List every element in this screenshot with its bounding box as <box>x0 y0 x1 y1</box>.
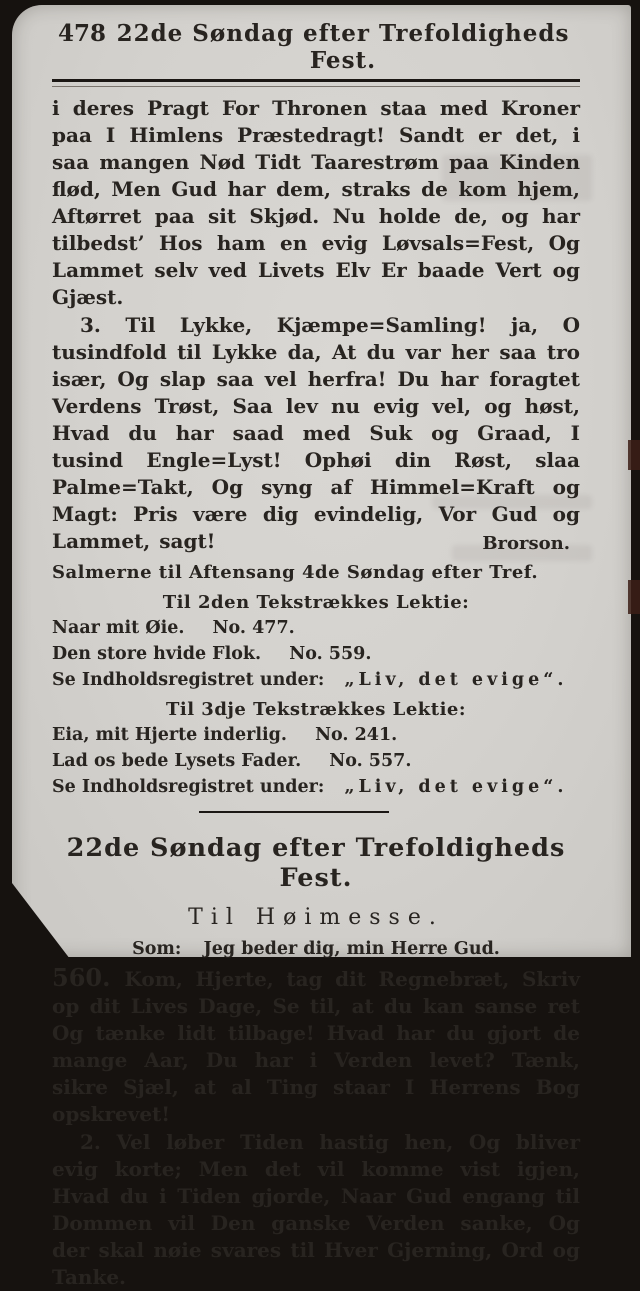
scan-edge-artifact <box>628 440 640 470</box>
tune-label: Som: <box>132 939 182 959</box>
lektie3-heading: Til 3dje Tekstrækkes Lektie: <box>165 699 467 720</box>
page-number: 478 <box>58 20 107 47</box>
scan-edge-artifact <box>628 580 640 614</box>
running-title: 22de Søndag efter Trefoldigheds Fest. <box>116 20 570 74</box>
lektie3-register-line <box>52 777 580 797</box>
section-title: 22de Søndag efter Trefoldigheds Fest. <box>66 833 566 893</box>
page-header <box>52 14 580 74</box>
lektie3-item-2 <box>52 751 580 772</box>
register-label: Se Indholdsregistret under: <box>52 670 325 690</box>
lektie2-register-line <box>52 670 580 690</box>
register-quote: „Liv, det evige“. <box>344 670 568 690</box>
service-subtitle: Til Høimesse. <box>188 905 444 930</box>
tune-line <box>52 939 580 959</box>
item-number: No. 559. <box>289 644 372 664</box>
hymn-paragraph-continuation: i deres Pragt For Thronen staa med Kroner paa I Himlens Præstedragt! Sandt er det, i saa mangen Nød Tidt Taarestrøm paa Kinden flød, Men Gud har dem, straks de kom hjem, Aftørret paa sit Skjød. Nu holde de, og har tilbedst’ Hos ham en evig Løvsals=Fest, Og Lammet selv ved Livets Elv Er baade Vert og Gjæst. <box>52 96 580 309</box>
header-rule <box>52 79 580 87</box>
item-title: Lad os bede Lysets Fader. <box>52 751 302 771</box>
register-label: Se Indholdsregistret under: <box>52 777 325 797</box>
item-number: No. 557. <box>329 751 412 771</box>
hymn-verse-3: 3. Til Lykke, Kjæmpe=Samling! ja, O tusindfold til Lykke da, At du var her saa tro især, Og slap saa vel herfra! Du har foragtet Verdens Trøst, Saa lev nu evig vel, og høst, Hvad du har saad med Suk og Graad, I tusind Engle=Lyst! Ophøi din Røst, slaa Palme=Takt, Og syng af Himmel=Kraft og Magt: Pris være dig evindelig, Vor Gud og Lammet, sagt! <box>52 313 580 553</box>
hymn-560-verse-2: 2. Vel løber Tiden hastig hen, Og bliver evig korte; Men det vil komme vist igjen, Hvad du i Tiden gjorde, Naar Gud engang til Dommen vil Den ganske Verden sanke, Og der skal nøie svares til Hver Gjerning, Ord og Tanke. <box>52 1130 580 1289</box>
verse-text: Kom, Hjerte, tag dit Regnebræt, Skriv op dit Lives Dage, Se til, at du kan sanse ret Og tænke lidt tilbage! Hvad har du gjort de mange Aar, Du har i Verden levet? Tænk, sikre Sjæl, at al Ting staar I Herrens Bog opskrevet! <box>52 967 580 1126</box>
lektie2-item-1 <box>52 618 580 639</box>
hymn-560-verse-1 <box>52 964 580 1128</box>
text-column <box>52 14 580 1291</box>
item-number: No. 241. <box>315 725 398 745</box>
author-attribution: Brorson. <box>482 533 570 554</box>
register-quote: „Liv, det evige“. <box>344 777 568 797</box>
item-title: Naar mit Øie. <box>52 618 185 638</box>
tune-title: Jeg beder dig, min Herre Gud. <box>203 939 500 959</box>
section-divider <box>199 811 389 813</box>
item-number: No. 477. <box>212 618 295 638</box>
lektie2-item-2 <box>52 644 580 665</box>
item-title: Den store hvide Flok. <box>52 644 262 664</box>
lektie3-item-1 <box>52 725 580 746</box>
rubric-line: Salmerne til Aftensang 4de Søndag efter Tref. <box>52 562 539 583</box>
item-title: Eia, mit Hjerte inderlig. <box>52 725 287 745</box>
hymn-number: 560. <box>52 963 111 992</box>
lektie2-heading: Til 2den Tekstrækkes Lektie: <box>162 592 470 613</box>
